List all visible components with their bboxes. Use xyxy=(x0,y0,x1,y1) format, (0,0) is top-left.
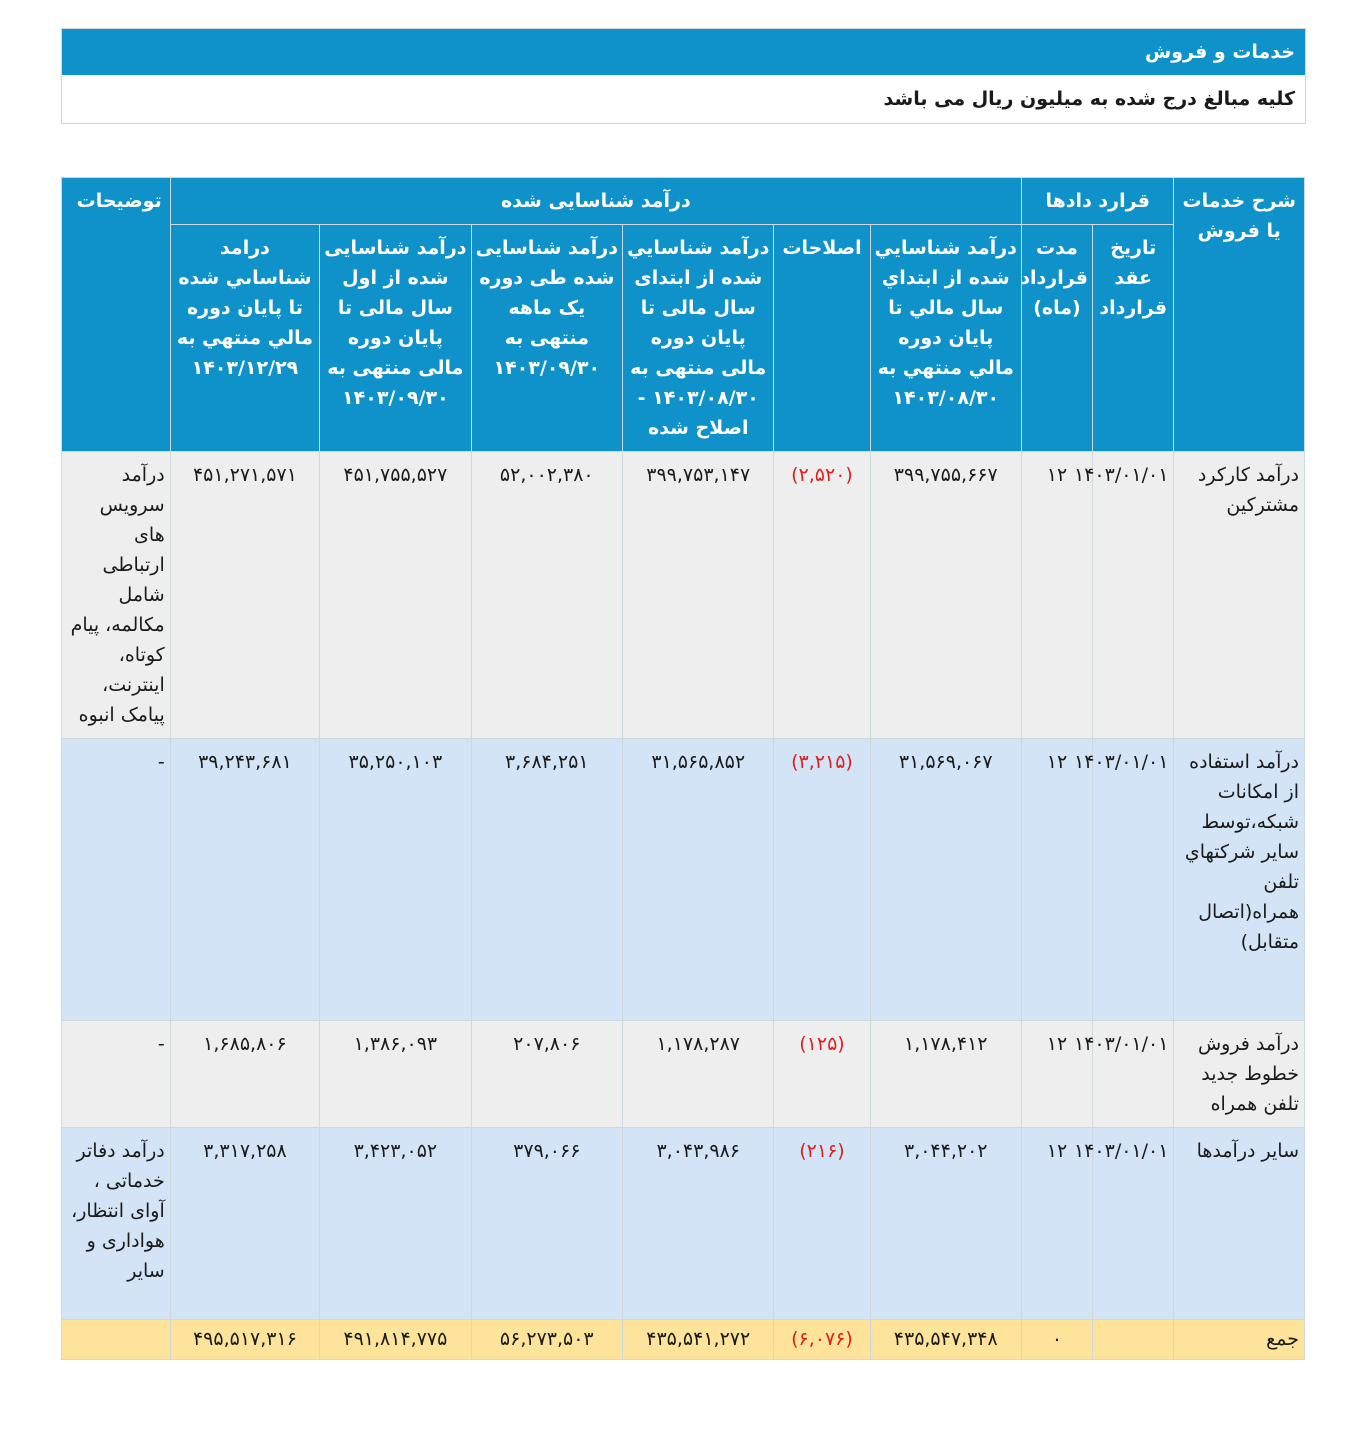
row-rec-0830-corrected: ۳۹۹,۷۵۳,۱۴۷ xyxy=(623,452,774,739)
row-contract-date: ۱۴۰۳/۰۱/۰۱ xyxy=(1092,1128,1173,1320)
row-rec-0930: ۳,۴۲۳,۰۵۲ xyxy=(320,1128,471,1320)
row-rec-0930: ۴۵۱,۷۵۵,۵۲۷ xyxy=(320,452,471,739)
row-contract-date: ۱۴۰۳/۰۱/۰۱ xyxy=(1092,1021,1173,1128)
row-rec-0830: ۱,۱۷۸,۴۱۲ xyxy=(870,1021,1021,1128)
row-rec-0930: ۳۵,۲۵۰,۱۰۳ xyxy=(320,739,471,1021)
header-contracts-group: قرارد دادها xyxy=(1021,178,1173,225)
total-rec-0830-corrected: ۴۳۵,۵۴۱,۲۷۲ xyxy=(623,1320,774,1360)
row-notes: - xyxy=(62,739,171,1021)
row-rec-0830: ۳۱,۵۶۹,۰۶۷ xyxy=(870,739,1021,1021)
row-duration: ۱۲ xyxy=(1021,1128,1092,1320)
row-description: درآمد کارکرد مشترکین xyxy=(1174,452,1305,739)
row-year-end: ۱,۶۸۵,۸۰۶ xyxy=(170,1021,319,1128)
table-row xyxy=(62,1021,1305,1128)
header-row-1 xyxy=(62,178,1305,225)
row-corrections: (۱۲۵) xyxy=(774,1021,870,1128)
row-rec-0830: ۳۹۹,۷۵۵,۶۶۷ xyxy=(870,452,1021,739)
sales-services-table xyxy=(61,177,1305,1360)
row-notes: درآمد دفاتر خدماتی ، آوای انتظار، هواداری و سایر xyxy=(62,1128,171,1320)
header-one-month: درآمد شناسایی شده طی دوره یک ماهه منتهی به ۱۴۰۳/۰۹/۳۰ xyxy=(471,225,622,452)
row-corrections: (۳,۲۱۵) xyxy=(774,739,870,1021)
table-row xyxy=(62,1128,1305,1320)
total-rec-0830: ۴۳۵,۵۴۷,۳۴۸ xyxy=(870,1320,1021,1360)
header-contract-duration: مدت قرارداد (ماه) xyxy=(1021,225,1092,452)
header-rec-0830: درآمد شناسايي شده از ابتداي سال مالي تا پایان دوره مالي منتهي به ۱۴۰۳/۰۸/۳۰ xyxy=(870,225,1021,452)
row-corrections: (۲,۵۲۰) xyxy=(774,452,870,739)
total-one-month: ۵۶,۲۷۳,۵۰۳ xyxy=(471,1320,622,1360)
row-rec-0930: ۱,۳۸۶,۰۹۳ xyxy=(320,1021,471,1128)
total-notes xyxy=(62,1320,171,1360)
row-year-end: ۴۵۱,۲۷۱,۵۷۱ xyxy=(170,452,319,739)
row-rec-0830: ۳,۰۴۴,۲۰۲ xyxy=(870,1128,1021,1320)
header-year-end: درامد شناساىي شده تا پايان دوره مالي منتهي به ۱۴۰۳/۱۲/۲۹ xyxy=(170,225,319,452)
row-contract-date: ۱۴۰۳/۰۱/۰۱ xyxy=(1092,739,1173,1021)
header-notes: توضیحات xyxy=(62,178,171,452)
header-corrections: اصلاحات xyxy=(774,225,870,452)
total-label: جمع xyxy=(1174,1320,1305,1360)
total-corrections: (۶,۰۷۶) xyxy=(774,1320,870,1360)
total-row xyxy=(62,1320,1305,1360)
row-one-month: ۵۲,۰۰۲,۳۸۰ xyxy=(471,452,622,739)
header-description: شرح خدمات یا فروش xyxy=(1174,178,1305,452)
total-rec-0930: ۴۹۱,۸۱۴,۷۷۵ xyxy=(320,1320,471,1360)
row-rec-0830-corrected: ۳,۰۴۳,۹۸۶ xyxy=(623,1128,774,1320)
row-notes: درآمد سرویس های ارتباطی شامل مکالمه، پیام کوتاه، اینترنت، پیامک انبوه xyxy=(62,452,171,739)
header-contract-date: تاریخ عقد قرارداد xyxy=(1092,225,1173,452)
row-rec-0830-corrected: ۱,۱۷۸,۲۸۷ xyxy=(623,1021,774,1128)
row-one-month: ۲۰۷,۸۰۶ xyxy=(471,1021,622,1128)
header-row-2 xyxy=(62,225,1305,452)
row-description: سایر درآمدها xyxy=(1174,1128,1305,1320)
row-rec-0830-corrected: ۳۱,۵۶۵,۸۵۲ xyxy=(623,739,774,1021)
row-contract-date: ۱۴۰۳/۰۱/۰۱ xyxy=(1092,452,1173,739)
table-row xyxy=(62,739,1305,1021)
row-corrections: (۲۱۶) xyxy=(774,1128,870,1320)
section-header xyxy=(61,28,1306,124)
total-duration: ۰ xyxy=(1021,1320,1092,1360)
total-year-end: ۴۹۵,۵۱۷,۳۱۶ xyxy=(170,1320,319,1360)
amount-unit-note: کلیه مبالغ درج شده به میلیون ریال می باشد xyxy=(62,75,1305,123)
row-description: درآمد استفاده از امکانات شبکه،توسط سایر شرکتهاي تلفن همراه(اتصال متقابل) xyxy=(1174,739,1305,1021)
row-duration: ۱۲ xyxy=(1021,739,1092,1021)
header-rec-0830-corrected: درآمد شناسايي شده از ابتدای سال مالی تا پایان دوره مالی منتهی به ۱۴۰۳/۰۸/۳۰ - اصلاح شده xyxy=(623,225,774,452)
row-one-month: ۳,۶۸۴,۲۵۱ xyxy=(471,739,622,1021)
row-duration: ۱۲ xyxy=(1021,452,1092,739)
section-title: خدمات و فروش xyxy=(62,29,1305,75)
row-year-end: ۳۹,۲۴۳,۶۸۱ xyxy=(170,739,319,1021)
row-description: درآمد فروش خطوط جدید تلفن همراه xyxy=(1174,1021,1305,1128)
table-row xyxy=(62,452,1305,739)
row-notes: - xyxy=(62,1021,171,1128)
row-duration: ۱۲ xyxy=(1021,1021,1092,1128)
header-rec-0930: درآمد شناسایی شده از اول سال مالی تا پایان دوره مالی منتهی به ۱۴۰۳/۰۹/۳۰ xyxy=(320,225,471,452)
row-year-end: ۳,۳۱۷,۲۵۸ xyxy=(170,1128,319,1320)
total-contract-date xyxy=(1092,1320,1173,1360)
header-recognized-group: درآمد شناسایی شده xyxy=(170,178,1021,225)
row-one-month: ۳۷۹,۰۶۶ xyxy=(471,1128,622,1320)
